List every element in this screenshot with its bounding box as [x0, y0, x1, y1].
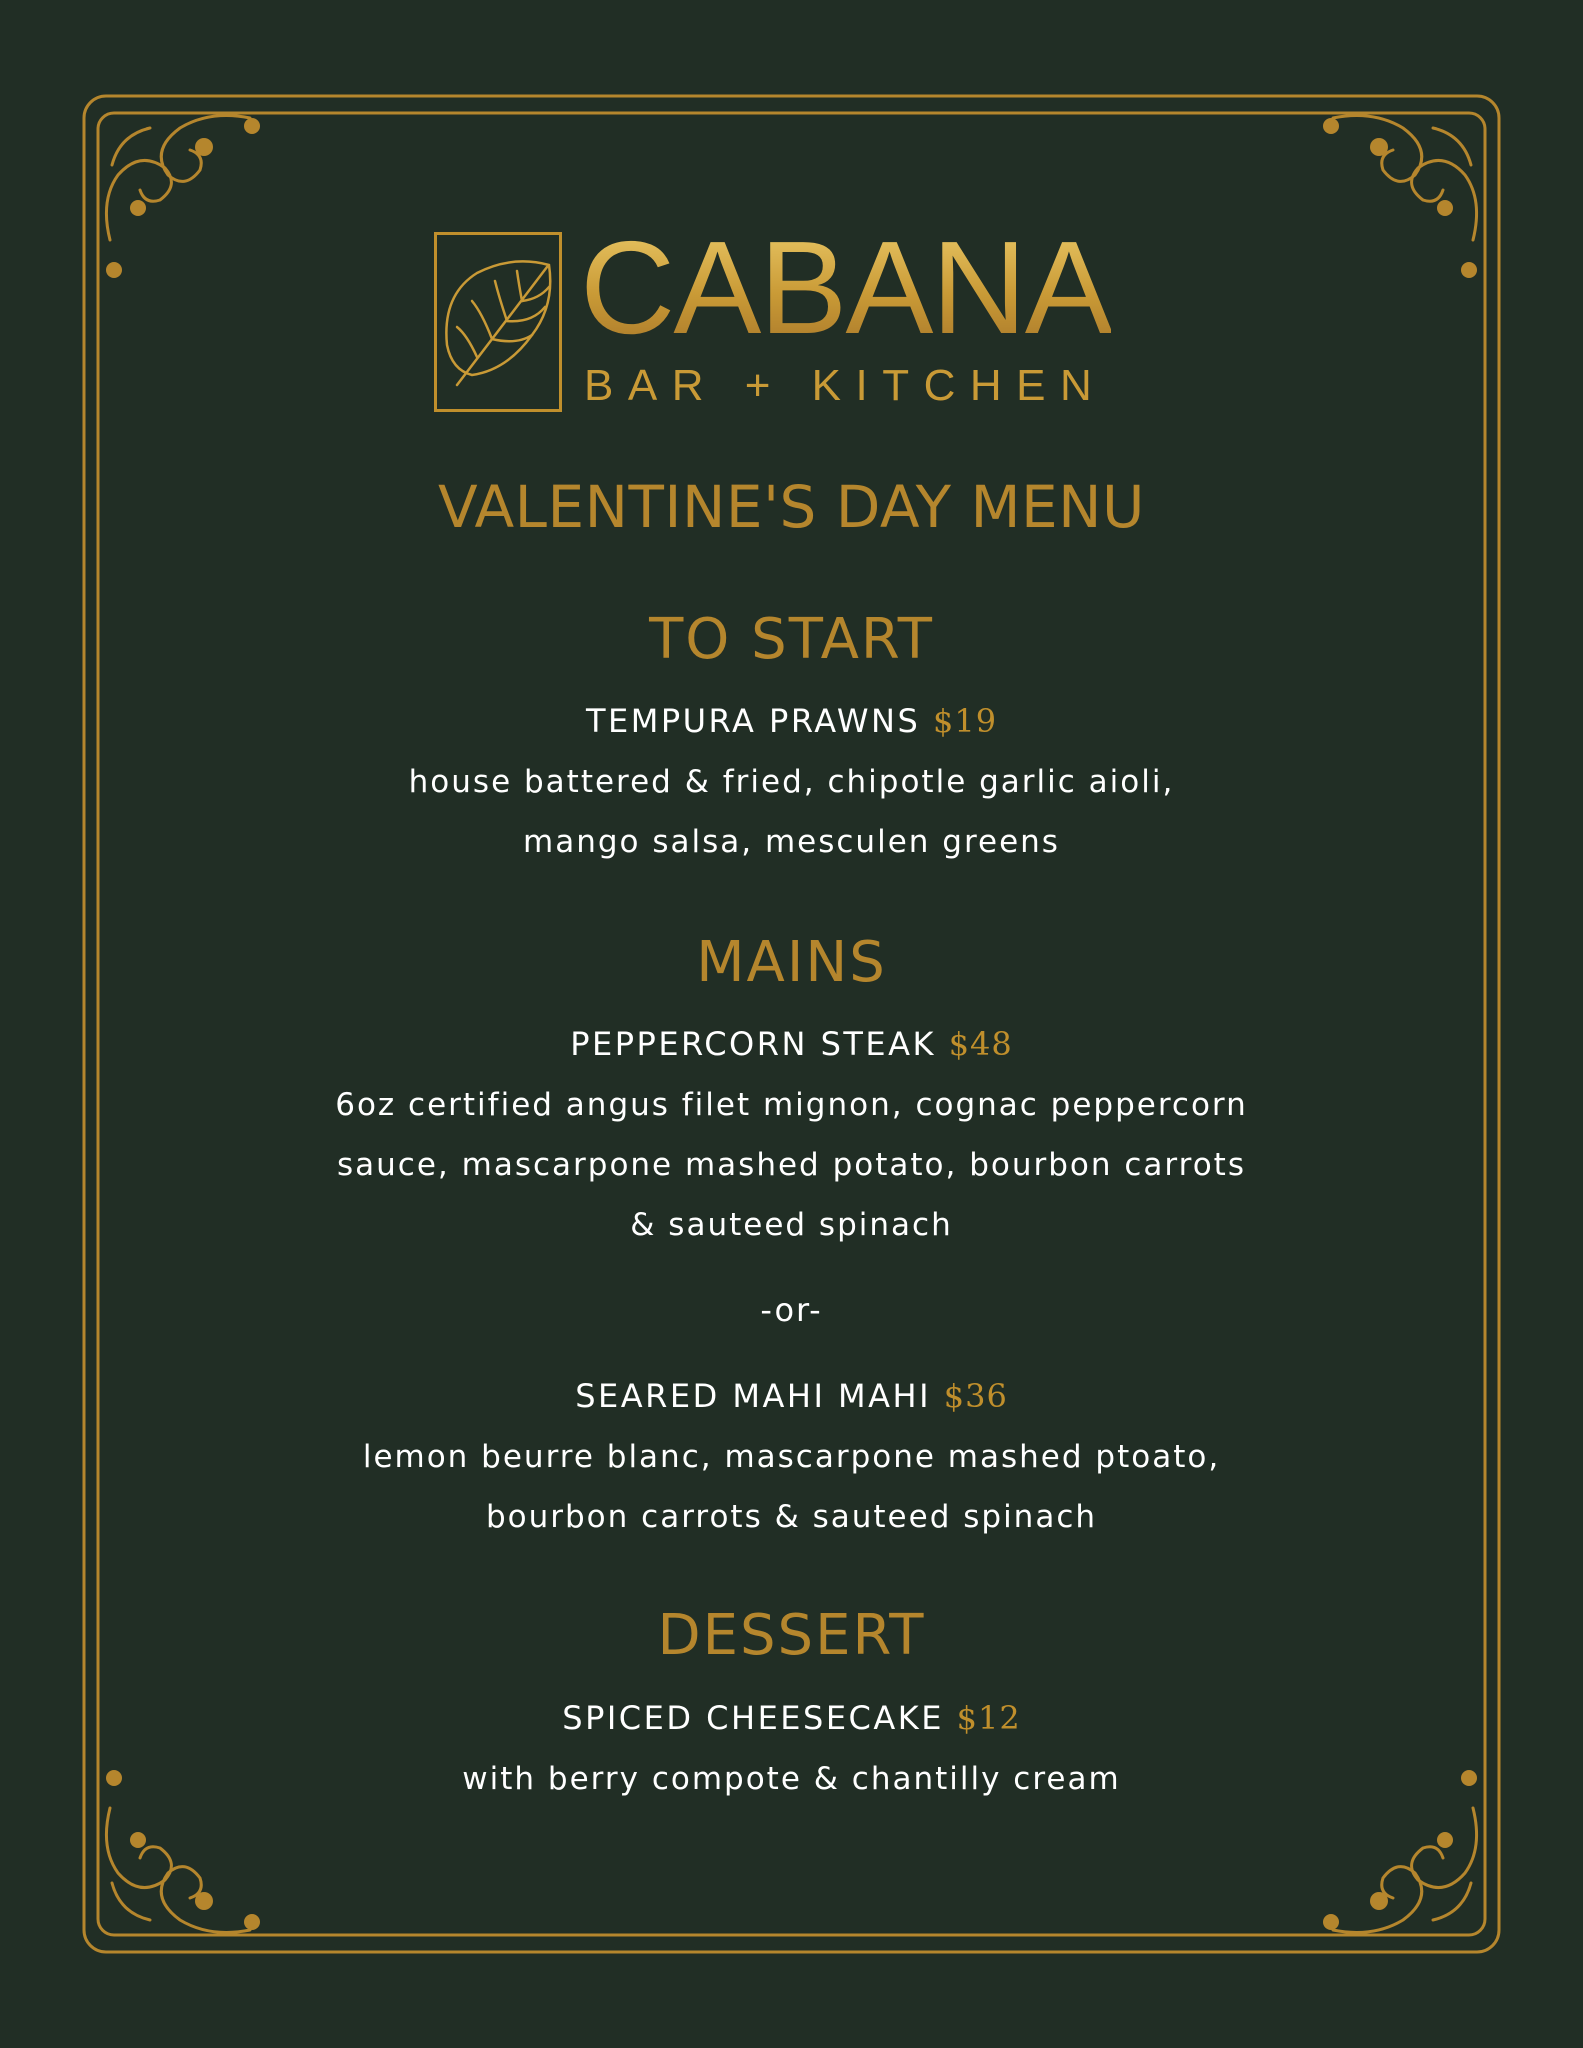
item-description — [0, 1075, 1583, 1255]
item-description — [0, 1427, 1583, 1547]
monstera-leaf-icon — [434, 232, 562, 412]
item-description — [0, 752, 1583, 872]
description-line: house battered & fried, chipotle garlic aioli, — [408, 764, 1175, 800]
menu-item-spiced-cheesecake — [0, 1699, 1583, 1737]
item-price: $12 — [956, 1699, 1021, 1737]
item-price: $36 — [943, 1377, 1008, 1415]
description-line: bourbon carrots & sauteed spinach — [485, 1499, 1098, 1535]
item-price: $19 — [932, 702, 998, 740]
item-name: PEPPERCORN STEAK — [570, 1025, 937, 1063]
or-separator: -or- — [760, 1291, 823, 1329]
item-name: SEARED MAHI MAHI — [575, 1377, 932, 1415]
menu-title: VALENTINE'S DAY MENU — [438, 473, 1145, 541]
item-price: $48 — [948, 1025, 1013, 1063]
description-line: & sauteed spinach — [630, 1207, 953, 1243]
description-line: 6oz certified angus filet mignon, cognac peppercorn — [335, 1087, 1248, 1123]
section-title-to-start: TO START — [649, 607, 934, 672]
description-line: lemon beurre blanc, mascarpone mashed ptoato, — [362, 1439, 1221, 1475]
menu-item-peppercorn-steak — [0, 1025, 1583, 1063]
description-line: sauce, mascarpone mashed potato, bourbon carrots — [337, 1147, 1246, 1183]
item-description — [0, 1749, 1583, 1809]
description-line: with berry compote & chantilly cream — [462, 1761, 1121, 1797]
item-name: SPICED CHEESECAKE — [562, 1699, 944, 1737]
corner-flourish-top-left — [106, 116, 250, 240]
menu-item-seared-mahi-mahi — [0, 1377, 1583, 1415]
brand-logo — [434, 214, 1149, 415]
section-title-mains: MAINS — [696, 930, 887, 995]
menu-item-tempura-prawns — [0, 702, 1583, 740]
item-name: TEMPURA PRAWNS — [585, 702, 921, 740]
description-line: mango salsa, mesculen greens — [523, 824, 1060, 860]
brand-subtitle: BAR + KITCHEN — [584, 361, 1107, 410]
section-title-dessert: DESSERT — [657, 1603, 926, 1668]
brand-name: CABANA — [580, 214, 1111, 361]
